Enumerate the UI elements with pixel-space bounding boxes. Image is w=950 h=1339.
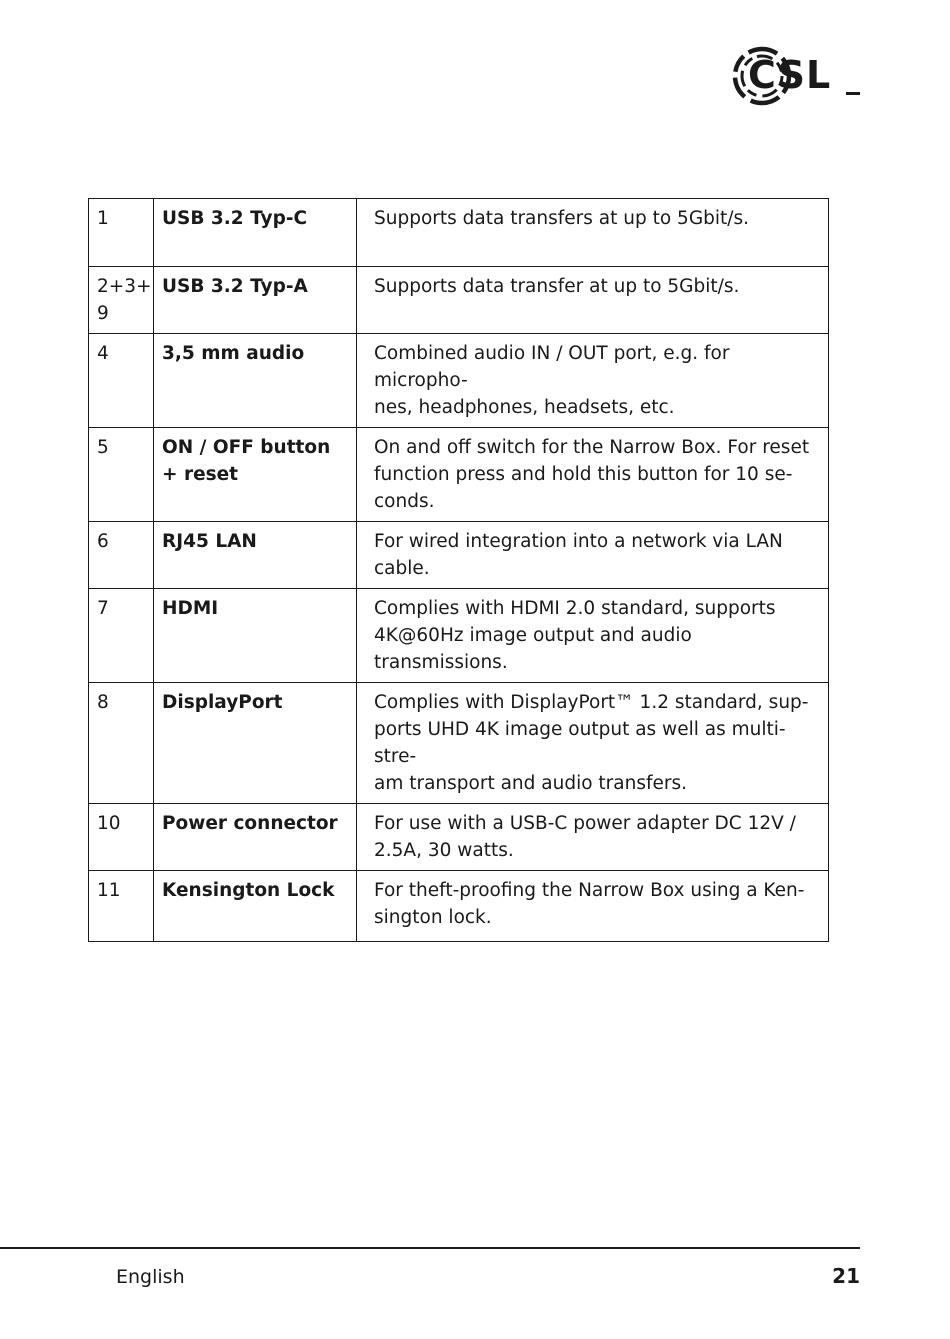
table-row (89, 589, 829, 683)
port-name (154, 804, 357, 871)
description-line: For use with a USB-C power adapter DC 12V / (374, 813, 796, 834)
description-line: ports UHD 4K image output as well as multi-stre- (374, 719, 786, 767)
port-name (154, 199, 357, 267)
port-name-line: RJ45 LAN (162, 531, 257, 552)
port-description (357, 871, 829, 942)
port-description (357, 804, 829, 871)
port-name (154, 683, 357, 804)
table-row (89, 267, 829, 334)
port-number: 4 (89, 334, 154, 428)
table-row (89, 522, 829, 589)
description-line: function press and hold this button for 10 se- (374, 464, 793, 485)
table-row (89, 871, 829, 942)
description-line: Supports data transfer at up to 5Gbit/s. (374, 276, 740, 297)
port-name (154, 267, 357, 334)
description-line: am transport and audio transfers. (374, 773, 688, 794)
port-name (154, 334, 357, 428)
port-name (154, 589, 357, 683)
port-name-line: Kensington Lock (162, 880, 335, 901)
csl-logo (728, 42, 864, 110)
port-name-line: Power connector (162, 813, 338, 834)
description-line: For theft-proofing the Narrow Box using a Ken- (374, 880, 805, 901)
port-name-line: HDMI (162, 598, 219, 619)
port-name-line: DisplayPort (162, 692, 283, 713)
connector-spec-table (88, 198, 829, 942)
description-line: nes, headphones, headsets, etc. (374, 397, 675, 418)
port-number: 1 (89, 199, 154, 267)
description-line: conds. (374, 491, 435, 512)
description-line: Complies with DisplayPort™ 1.2 standard, sup- (374, 692, 809, 713)
port-description (357, 267, 829, 334)
port-description (357, 334, 829, 428)
port-name (154, 871, 357, 942)
description-line: For wired integration into a network via LAN (374, 531, 783, 552)
port-description (357, 428, 829, 522)
description-line: cable. (374, 558, 430, 579)
port-description (357, 589, 829, 683)
port-name-line: 3,5 mm audio (162, 343, 305, 364)
port-number: 11 (89, 871, 154, 942)
description-line: Complies with HDMI 2.0 standard, supports (374, 598, 776, 619)
port-number: 10 (89, 804, 154, 871)
port-description (357, 683, 829, 804)
table-row (89, 683, 829, 804)
port-name-line: USB 3.2 Typ-A (162, 276, 308, 297)
footer-divider (0, 1247, 860, 1249)
port-number: 6 (89, 522, 154, 589)
port-name-line: + reset (162, 464, 239, 485)
description-line: sington lock. (374, 907, 492, 928)
description-line: 2.5A, 30 watts. (374, 840, 514, 861)
port-number: 5 (89, 428, 154, 522)
logo-text: CSL (748, 53, 832, 97)
description-line: Combined audio IN / OUT port, e.g. for micropho- (374, 343, 730, 391)
table-row (89, 428, 829, 522)
description-line: On and off switch for the Narrow Box. For reset (374, 437, 810, 458)
description-line: 4K@60Hz image output and audio transmissions. (374, 625, 692, 673)
page-number: 21 (832, 1264, 860, 1288)
port-number: 2+3+ 9 (89, 267, 154, 334)
table-row (89, 804, 829, 871)
footer-language: English (116, 1266, 185, 1288)
port-description (357, 199, 829, 267)
description-line: Supports data transfers at up to 5Gbit/s. (374, 208, 750, 229)
table-row (89, 199, 829, 267)
port-name (154, 428, 357, 522)
port-number: 7 (89, 589, 154, 683)
table-row (89, 334, 829, 428)
port-name-line: ON / OFF button (162, 437, 331, 458)
port-name-line: USB 3.2 Typ-C (162, 208, 308, 229)
port-name (154, 522, 357, 589)
port-description (357, 522, 829, 589)
port-number: 8 (89, 683, 154, 804)
